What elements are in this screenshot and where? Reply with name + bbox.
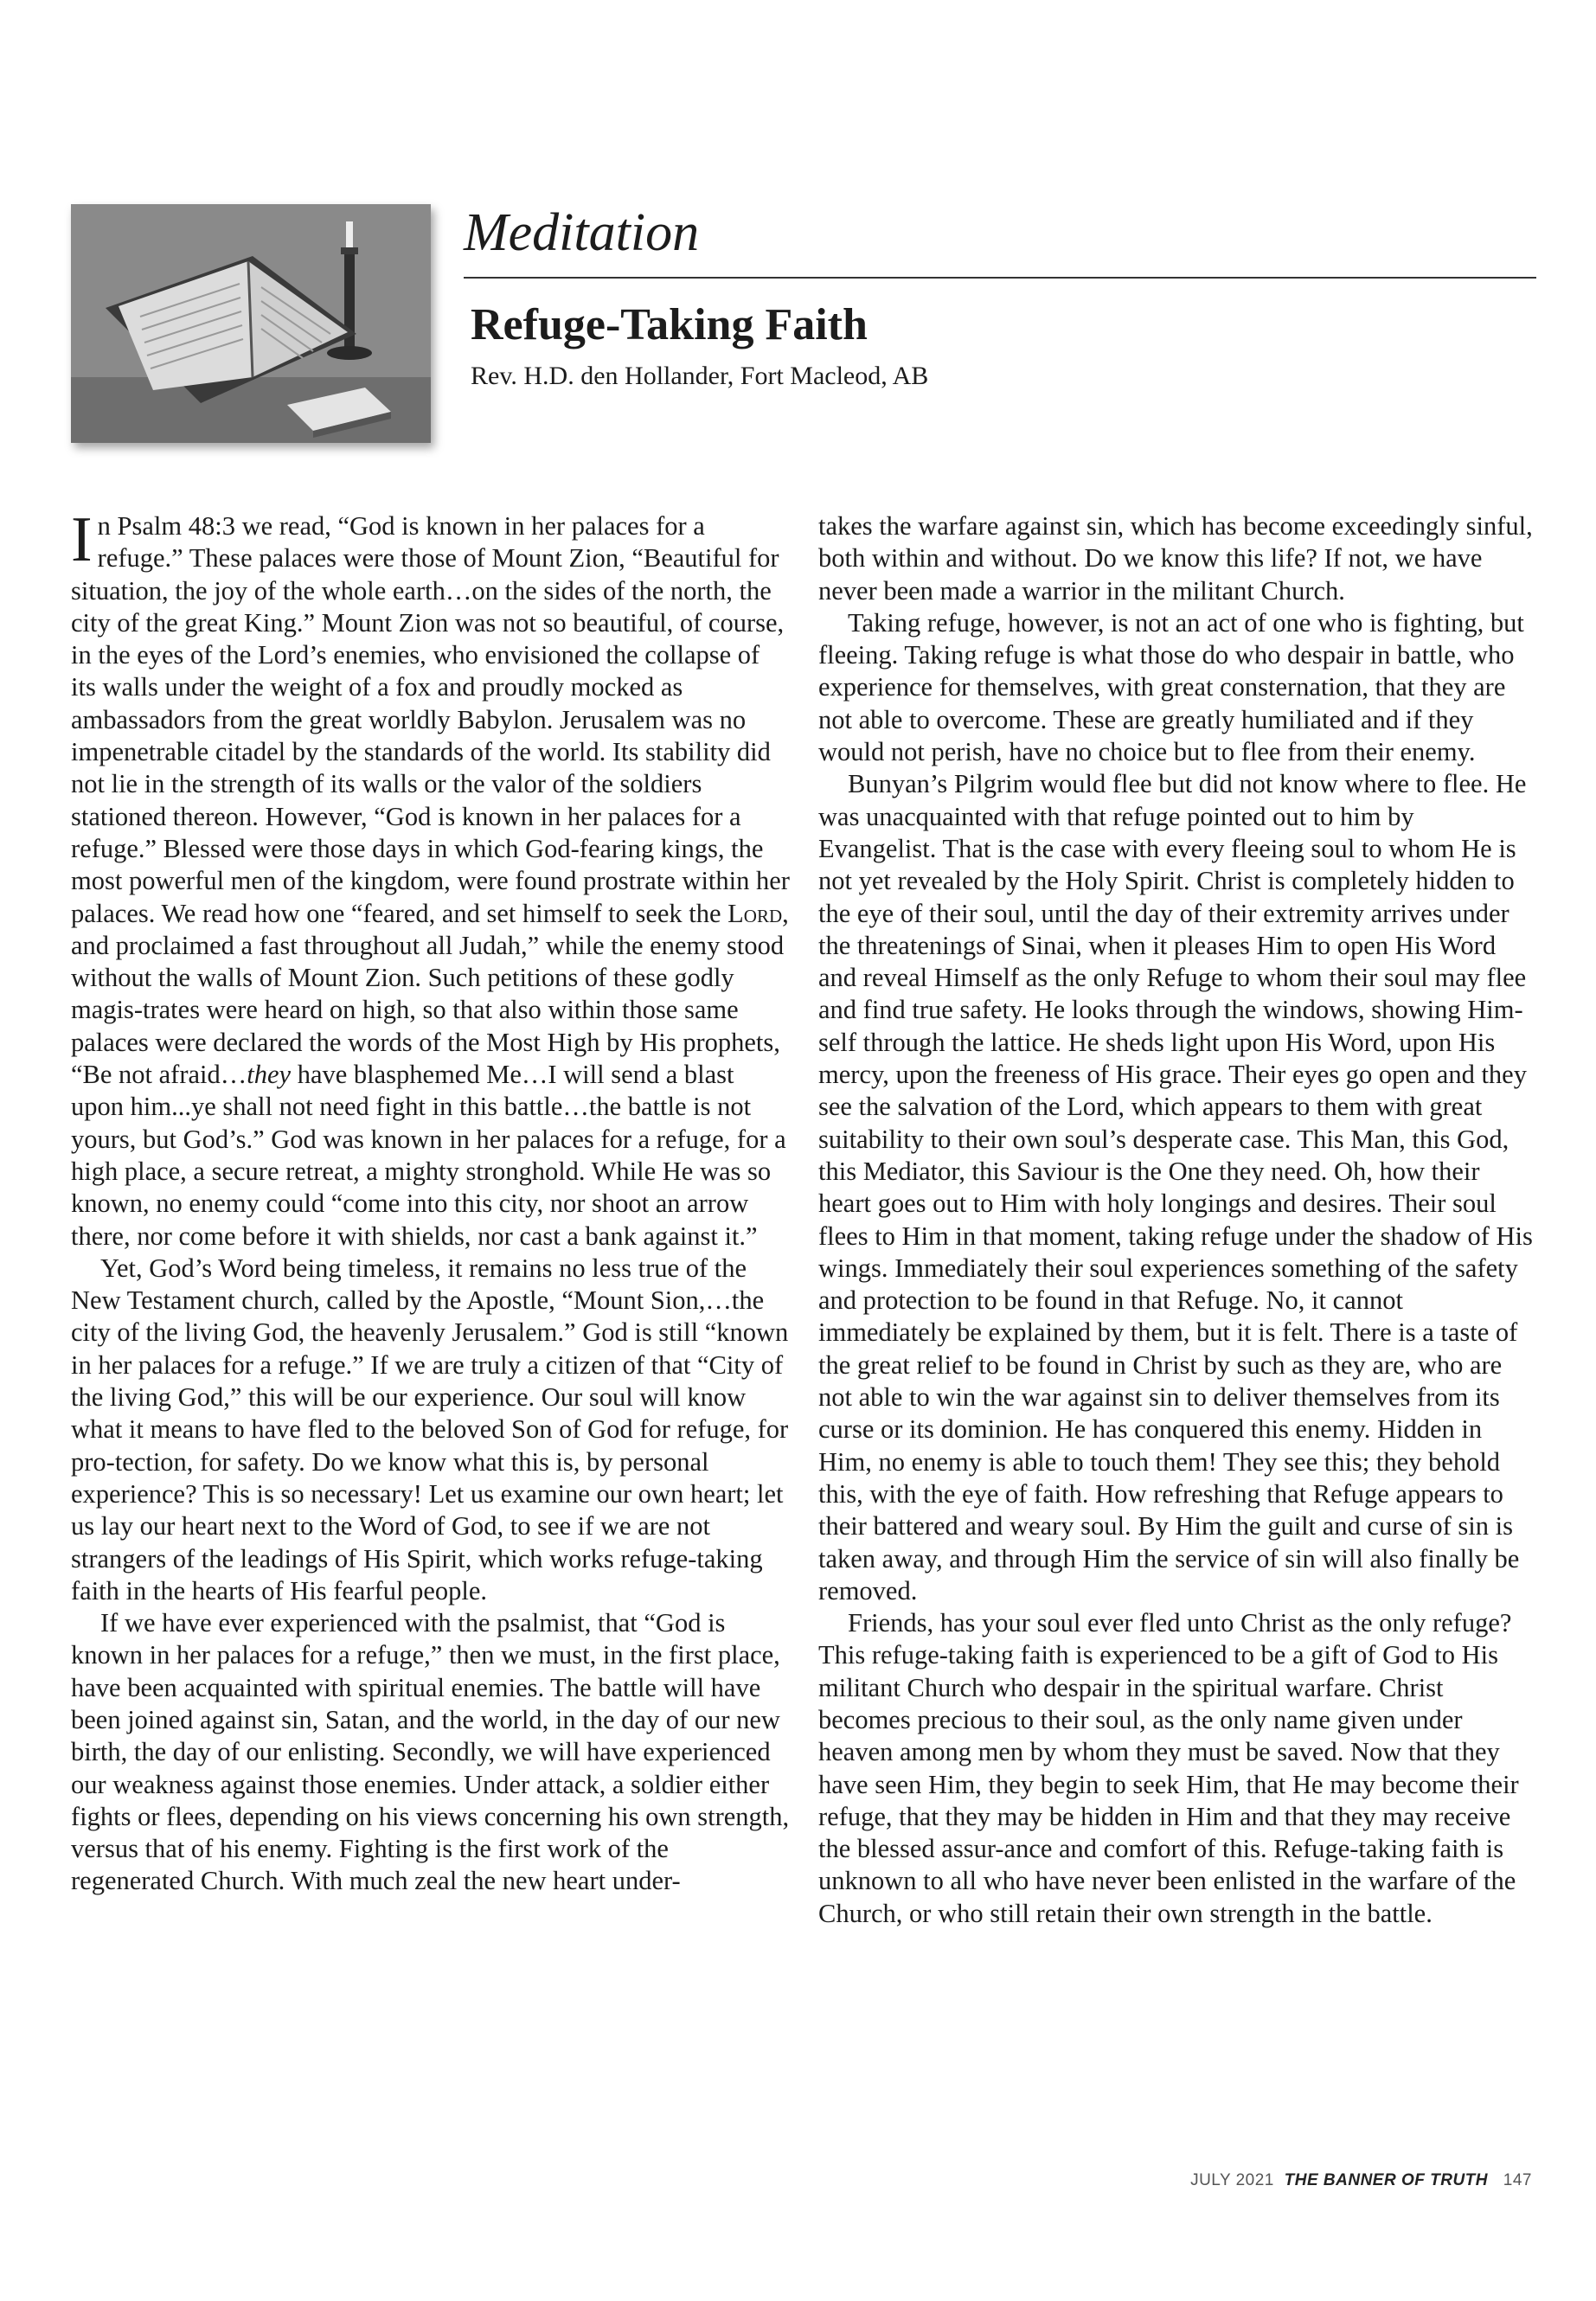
lord-small-caps: Lord [727,898,783,928]
article-title: Refuge-Taking Faith [471,300,868,349]
page-number: 147 [1503,2171,1532,2189]
body-column-right [818,510,1538,1930]
drop-cap: I [71,504,93,575]
article-byline: Rev. H.D. den Hollander, Fort Macleod, AB [471,362,929,390]
open-bible-illustration [71,204,431,443]
paragraph: takes the warfare against sin, which has become exceedingly sinful, both within and without. Do we know this life? If not, we have never been made a warrior in the militant Church. [818,511,1533,606]
paragraph-text: n Psalm 48:3 we read, “God is known in her palaces for a refuge.” These palaces were those of Mount Zion, “Beautiful for situation, the joy of the whole earth…on the sides of the north, the city of the great King.” Mount Zion was not so beautiful, of course, in the eyes of the Lord’s enemies, who envisioned the collapse of its walls under the weight of a fox and proudly mocked as ambassadors from the great worldly Babylon. Jerusalem was no impenetrable citadel by the standards of the world. Its stability did not lie in the strength of its walls or the valor of the soldiers stationed thereon. However, “God is known in her palaces for a refuge.” Blessed were those days in which God-fearing kings, the most powerful men of the kingdom, were found prostrate within her palaces. We read how one “feared, and set himself to seek the [71,511,790,928]
paragraph [71,504,791,1253]
paragraph-text: , and proclaimed a fast throughout all Judah,” while the enemy stood without the walls of Mount Zion. Such petitions of these godly magis-trates were heard on high, so that also within those same palaces were declared the words of the Most High by His prophets, “Be not afraid… [71,898,789,1090]
paragraph: Friends, has your soul ever fled unto Christ as the only refuge? This refuge-taking faith is experienced to be a gift of God to His militant Church who despair in the spiritual warfare. Christ becomes precious to their soul, as the only name given under heaven among men by whom they must be saved. Now that they have seen Him, they begin to seek Him, that He may become their refuge, that they may be hidden in Him and that they may receive the blessed assur-ance and comfort of this. Refuge-taking faith is unknown to all who have never been enlisted in the warfare of the Church, or who still retain their own strength in the battle. [818,1608,1519,1928]
section-label: Meditation [464,206,1536,279]
paragraph-text: have blasphemed Me…I will send a blast upon him...ye shall not need fight in this battle…the battle is not yours, but God’s.” God was known in her palaces for a refuge, for a high place, a secure retreat, a mighty stronghold. While He was so known, no enemy could “come into this city, nor shoot an arrow there, nor come before it with shields, nor cast a bank against it.” [71,1060,786,1251]
issue-date: JULY 2021 [1190,2171,1274,2189]
paragraph: Taking refuge, however, is not an act of one who is fighting, but fleeing. Taking refuge is what those do who despair in battle, who experience for themselves, with great consternation, that they are not able to overcome. These are greatly humiliated and if they would not perish, have no choice but to flee from their enemy. [818,607,1524,767]
magazine-name: THE BANNER OF TRUTH [1284,2171,1489,2189]
body-column-left [71,504,791,1898]
paragraph: If we have ever experienced with the psalmist, that “God is known in her palaces for a refuge,” then we must, in the first place, have been acquainted with spiritual enemies. The battle will have been joined against sin, Satan, and the world, in the day of our new birth, the day of our enlisting. Secondly, we will have experienced our weakness against those enemies. Under attack, a soldier either fights or flees, depending on his views concerning his own strength, versus that of his enemy. Fighting is the first work of the regenerated Church. With much zeal the new heart under- [71,1608,790,1896]
paragraph: Yet, God’s Word being timeless, it remains no less true of the New Testament church, called by the Apostle, “Mount Sion,…the city of the living God, the heavenly Jerusalem.” God is still “known in her palaces for a refuge.” If we are truly a citizen of that “City of the living God,” this will be our experience. Our soul will know what it means to have fled to the beloved Son of God for refuge, for pro-tection, for safety. Do we know what this is, by personal experience? This is so necessary! Let us examine our own heart; let us lay our heart next to the Word of God, to see if we are not strangers of the leadings of His Spirit, which works refuge-taking faith in the hearts of His fearful people. [71,1253,789,1606]
paragraph: Bunyan’s Pilgrim would flee but did not know where to flee. He was unacquainted with that refuge pointed out to him by Evangelist. That is the case with every fleeing soul to whom He is not yet revealed by the Holy Spirit. Christ is completely hidden to the eye of their soul, until the day of their extremity arrives under the threatenings of Sinai, when it pleases Him to open His Word and reveal Himself as the only Refuge to whom their soul may flee and find true safety. He looks through the windows, showing Him-self through the lattice. He sheds light upon His Word, upon His mercy, upon the freeness of His grace. Their eyes go open and they see the salvation of the Lord, which appears to them with great suitability to their own soul’s desperate case. This Man, this God, this Mediator, this Saviour is the One they need. Oh, how their heart goes out to Him with holy longings and desires. Their soul flees to Him in that moment, taking refuge under the shadow of His wings. Immediately their soul experiences something of the safety and protection to be found in that Refuge. No, it cannot immediately be explained by them, but it is felt. There is a taste of the great relief to be found in Christ by such as they are, who are not able to win the war against sin to deliver themselves from its curse or its dominion. He has conquered this enemy. Hidden in Him, no enemy is able to touch them! They see this; they behold this, with the eye of faith. How refreshing that Refuge appears to their battered and weary soul. By Him the guilt and curse of sin is taken away, and through Him the service of sin will also finally be removed. [818,769,1533,1606]
page-footer [1190,2171,1532,2190]
open-bible-icon [71,204,431,443]
italic-word: they [247,1060,292,1090]
